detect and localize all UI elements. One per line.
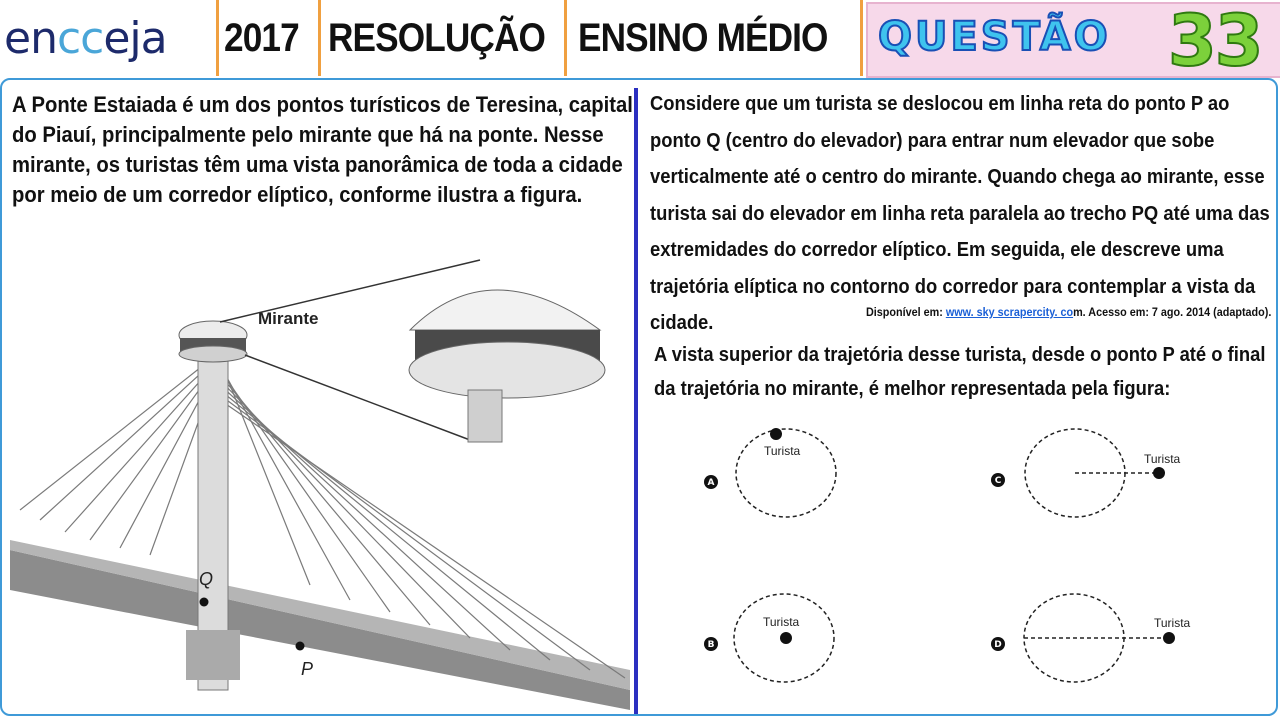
questao-badge xyxy=(866,0,1280,82)
option-a[interactable] xyxy=(704,428,836,517)
point-q xyxy=(200,598,209,607)
header-separator xyxy=(318,0,321,76)
bridge-figure xyxy=(10,250,630,710)
option-a-ellipse xyxy=(736,429,836,517)
point-q-label: Q xyxy=(199,569,214,589)
mirante-large-roof xyxy=(410,290,600,330)
questao-number: 33 xyxy=(1168,0,1262,82)
logo-text-1: en xyxy=(4,13,57,64)
header-year: 2017 xyxy=(224,16,299,60)
svg-text:B: B xyxy=(707,640,715,650)
option-c[interactable] xyxy=(991,429,1181,517)
option-c-tourist-dot xyxy=(1153,467,1165,479)
source-link[interactable]: www. sky scrapercity. co xyxy=(945,305,1074,319)
point-p xyxy=(296,642,305,651)
option-d-tourist-label: Turista xyxy=(1154,616,1191,630)
question-text: A vista superior da trajetória desse turista, desde o ponto P até o final da trajetória no mirante, é melhor representada pela figura: xyxy=(654,344,1266,400)
option-b-tourist-dot xyxy=(780,632,792,644)
option-c-tourist-label: Turista xyxy=(1144,452,1181,466)
option-b-tourist-label: Turista xyxy=(763,615,800,629)
header-separator xyxy=(860,0,863,76)
header xyxy=(0,0,1280,82)
mirante-large-base xyxy=(409,342,605,398)
header-separator xyxy=(216,0,219,76)
svg-text:D: D xyxy=(994,640,1002,650)
intro-paragraph: A Ponte Estaiada é um dos pontos turísticos de Teresina, capital do Piauí, principalmente pelo mirante que há na ponte. Nesse mirante, os turistas têm uma vista panorâmica de toda a cidade por meio de um corredor elíptico, conforme ilustra a figura. xyxy=(12,92,633,207)
bridge-deck-top xyxy=(10,540,630,690)
header-title-ensino-medio: ENSINO MÉDIO xyxy=(578,16,828,60)
header-title-resolucao: RESOLUÇÃO xyxy=(328,16,545,60)
tower-base xyxy=(186,630,240,680)
logo-text-2: cc xyxy=(56,13,104,64)
option-a-tourist-dot xyxy=(770,428,782,440)
questao-label: QUESTÃO xyxy=(878,14,1111,60)
encceja-logo xyxy=(4,8,216,70)
mirante-label: Mirante xyxy=(258,309,319,328)
logo-text-3: eja xyxy=(103,13,167,64)
column-divider xyxy=(634,88,638,714)
source-citation: Disponível em: www. sky scrapercity. com. Acesso em: 7 ago. 2014 (adaptado). xyxy=(866,305,1272,319)
mirante-large-column xyxy=(468,390,502,442)
scenario-paragraph: Considere que um turista se deslocou em linha reta do ponto P ao ponto Q (centro do elevador) para entrar num elevador que sobe verticalmente até o centro do mirante. Quando chega ao mirante, esse turista sai do elevador em linha reta paralela ao trecho PQ até uma das extremidades do corredor elíptico. Em seguida, ele descreve uma trajetória elíptica no contorno do corredor para contemplar a vista da cidade. xyxy=(650,93,1270,334)
svg-text:A: A xyxy=(707,478,715,488)
header-separator xyxy=(564,0,567,76)
option-d[interactable] xyxy=(991,594,1191,682)
svg-text:C: C xyxy=(994,476,1002,486)
option-d-tourist-dot xyxy=(1163,632,1175,644)
answer-options xyxy=(640,410,1280,710)
option-a-tourist-label: Turista xyxy=(764,444,801,458)
option-b[interactable] xyxy=(704,594,834,682)
point-p-label: P xyxy=(301,659,314,679)
